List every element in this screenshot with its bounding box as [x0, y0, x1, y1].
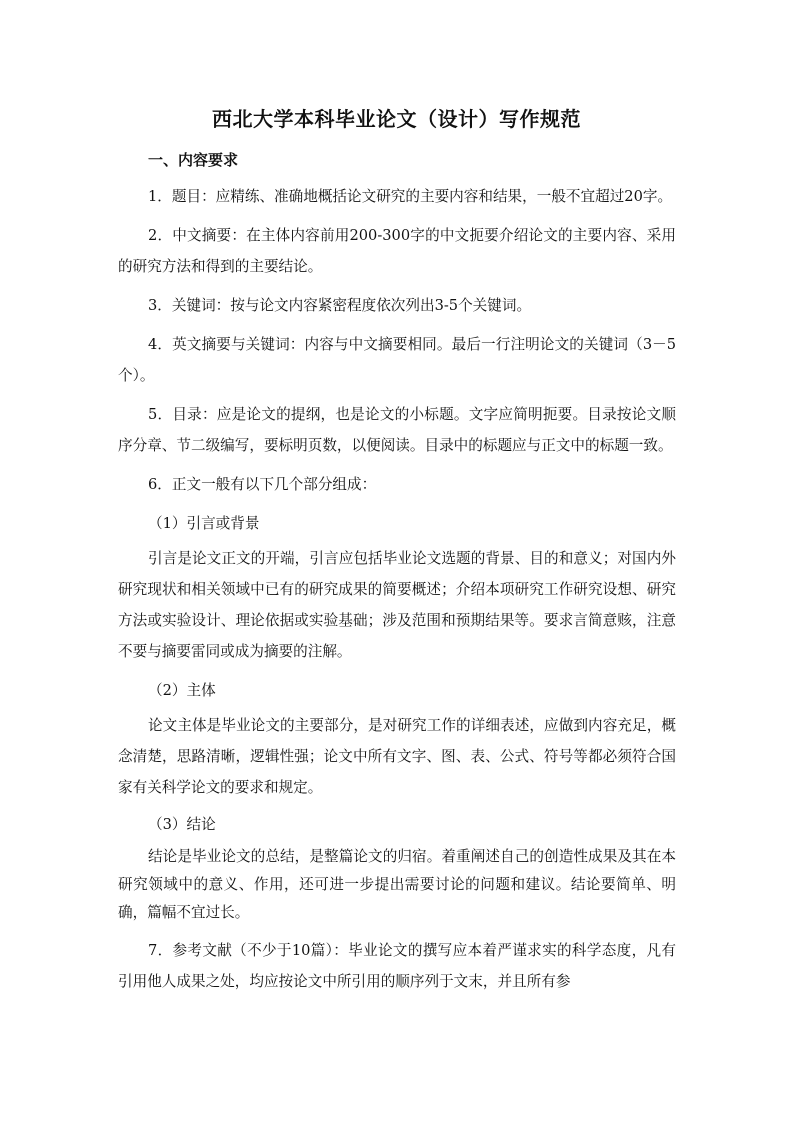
subheading-conclusion: （3）结论 — [148, 816, 216, 833]
item-chinese-abstract-rule: 2．中文摘要：在主体内容前用200-300字的中文扼要介绍论文的主要内容、采用的研究方法和得到的主要结论。 — [118, 227, 676, 275]
document-title: 西北大学本科毕业论文（设计）写作规范 — [212, 107, 581, 131]
subheading-main-body: （2）主体 — [148, 682, 216, 699]
paragraph-introduction: 引言是论文正文的开端，引言应包括毕业论文选题的背景、目的和意义；对国内外研究现状和相关领域中已有的研究成果的简要概述；介绍本项研究工作研究设想、研究方法或实验设计、理论依据或实验基础；涉及范围和预期结果等。要求言简意赅，注意不要与摘要雷同或成为摘要的注解。 — [118, 550, 676, 660]
item-references-rule: 7．参考文献（不少于10篇）：毕业论文的撰写应本着严谨求实的科学态度，凡有引用他人成果之处，均应按论文中所引用的顺序列于文末，并且所有参 — [118, 942, 676, 990]
section-heading-content-requirements: 一、内容要求 — [148, 151, 239, 169]
paragraph-main-body: 论文主体是毕业论文的主要部分，是对研究工作的详细表述，应做到内容充足，概念清楚，思路清晰，逻辑性强；论文中所有文字、图、表、公式、符号等都必须符合国家有关科学论文的要求和规定。 — [118, 717, 676, 796]
paragraph-conclusion: 结论是毕业论文的总结，是整篇论文的归宿。着重阐述自己的创造性成果及其在本研究领域中的意义、作用，还可进一步提出需要讨论的问题和建议。结论要简单、明确，篇幅不宜过长。 — [118, 848, 676, 921]
item-table-of-contents-rule: 5．目录：应是论文的提纲，也是论文的小标题。文字应简明扼要。目录按论文顺序分章、节二级编写，要标明页数，以便阅读。目录中的标题应与正文中的标题一致。 — [118, 406, 676, 454]
item-main-text-rule: 6．正文一般有以下几个部分组成： — [148, 476, 377, 493]
document-body — [118, 148, 676, 1005]
item-english-abstract-rule: 4．英文摘要与关键词：内容与中文摘要相同。最后一行注明论文的关键词（3－5个）。 — [118, 336, 676, 384]
item-title-rule: 1．题目：应精练、准确地概括论文研究的主要内容和结果，一般不宜超过20字。 — [148, 188, 673, 205]
item-keywords-rule: 3．关键词：按与论文内容紧密程度依次列出3-5个关键词。 — [148, 297, 532, 314]
subheading-introduction: （1）引言或背景 — [148, 515, 260, 532]
